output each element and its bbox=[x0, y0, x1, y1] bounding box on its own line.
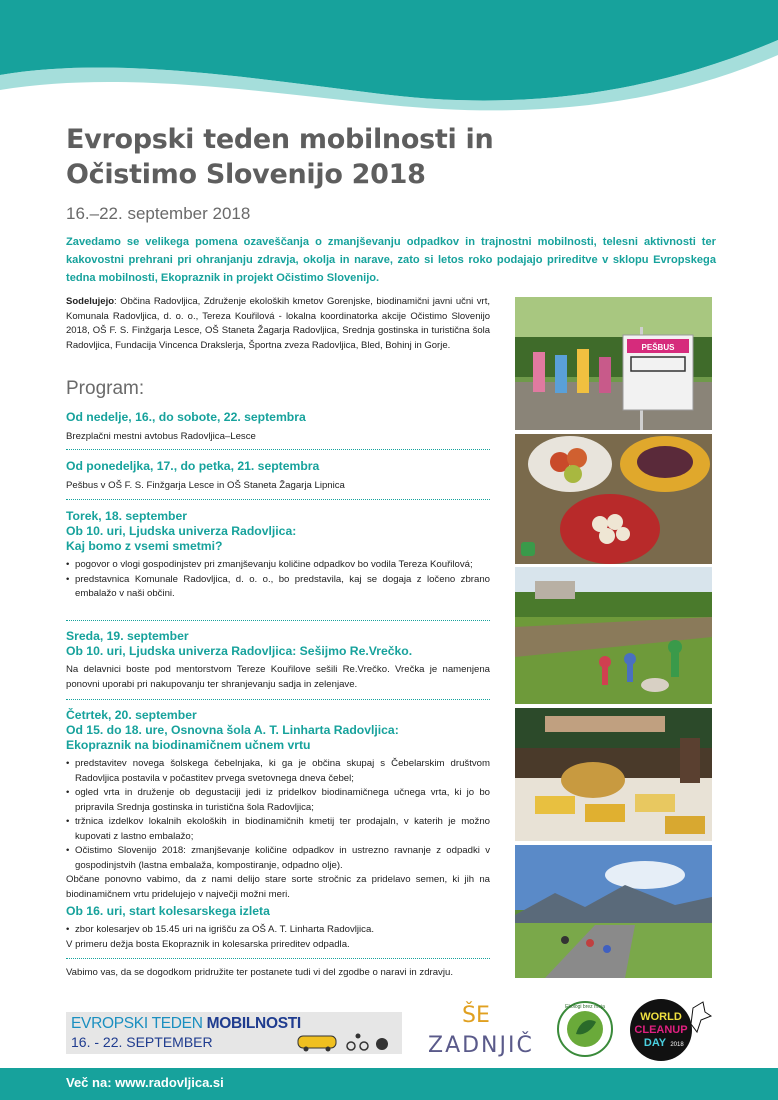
section-topic: Ekopraznik na biodinamičnem učnem vrtu bbox=[66, 738, 311, 752]
participants-text: : Občina Radovljica, Združenje ekoloških kmetov Gorenjske, biodinamični javni učni vrt, Komunala Radovljica, d. o. o., Tereza Kouřilová - lokalna koordinatorka akcije Očistimo Slovenijo 2018, OŠ F. S. Finžgarja Lesce, OŠ Staneta Žagarja Radovljica, Srednja gostinska in turistična šola Radovljica, Fundacija Vincenca Drakslerja, Športna zveza Radovljica, Bled, Bohinj in Gorje. bbox=[66, 296, 490, 351]
section-heading: Od nedelje, 16., do sobote, 22. septembra bbox=[66, 410, 306, 424]
header-wave bbox=[0, 0, 778, 115]
banner-title bbox=[71, 1015, 301, 1033]
closing-text: Vabimo vas, da se dogodkom pridružite ter postanete tudi vi del zgodbe o naravi in zdravju. bbox=[66, 967, 453, 978]
section-day: Torek, 18. september bbox=[66, 509, 188, 523]
list-item: • tržnica izdelkov lokalnih ekoloških in biodinamičnih kmetij ter prodajaln, v katerih je možno kupovati z lastno embalažo; bbox=[66, 815, 490, 844]
banner-dates: 16. - 22. SEPTEMBER bbox=[71, 1034, 213, 1050]
section-text: Na delavnici boste pod mentorstvom Tereze Kouřilove sešili Re.Vrečko. Vrečka je namenjena ponovni uporabi pri nakupovanju ter shranjevanju sadja in zelenjave. bbox=[66, 664, 490, 690]
participants-paragraph bbox=[66, 295, 490, 353]
section-time-place: Ob 10. uri, Ljudska univerza Radovljica: bbox=[66, 524, 297, 538]
event-date: 16.–22. september 2018 bbox=[66, 204, 251, 223]
section-day: Sreda, 19. september bbox=[66, 629, 189, 643]
photo-pesbus bbox=[515, 297, 712, 430]
banner-title-a: EVROPSKI TEDEN bbox=[71, 1015, 207, 1032]
photo-cyclists bbox=[515, 845, 712, 978]
section-divider bbox=[66, 958, 490, 959]
photo-produce-bags bbox=[515, 434, 712, 564]
se-zadnjic-logo bbox=[424, 1000, 544, 1060]
section-text: Občane ponovno vabimo, da z nami delijo stare sorte stročnic za pridelavo semen, ki jih na biodinamičnem vrtu pridelujejo v največji možni meri. bbox=[66, 874, 490, 900]
list-item: • Očistimo Slovenijo 2018: zmanjševanje količine odpadkov in ustrezno ravnanje z odpadki v gospodinjstvih (lastna embalaža, kompostiranje, odpadno olje). bbox=[66, 844, 490, 873]
section-divider bbox=[66, 620, 490, 621]
list-item: • predstavitev novega šolskega čebelnjaka, ki ga je občina skupaj s Čebelarskim društvom Radovljica postavila v počastitev prvega svetovnega dneva čebel; bbox=[66, 757, 490, 786]
pesbus-sign-text: PEŠBUS bbox=[641, 343, 675, 352]
section-bullets bbox=[66, 923, 490, 938]
program-section-1 bbox=[66, 410, 490, 445]
list-item: • pogovor o vlogi gospodinjstev pri zmanjševanju količine odpadkov bo vodila Tereza Kouřilová; bbox=[66, 558, 490, 573]
ekologi-brez-meja-logo bbox=[556, 1000, 614, 1058]
section-bullets bbox=[66, 558, 490, 602]
section-topic: Kaj bomo z vsemi smetmi? bbox=[66, 539, 223, 553]
list-item: • ogled vrta in druženje ob degustaciji jedi iz pridelkov biodinamičnega učnega vrta, ki jo bo pripravila Srednja gostinska in turistična šola Radovljica; bbox=[66, 786, 490, 815]
title-line-2: Očistimo Slovenijo 2018 bbox=[66, 159, 426, 190]
section-divider bbox=[66, 699, 490, 700]
program-section-3 bbox=[66, 509, 490, 602]
world-cleanup-day-logo bbox=[625, 998, 715, 1062]
section-text: Brezplačni mestni avtobus Radovljica–Lesce bbox=[66, 431, 256, 442]
section-divider bbox=[66, 449, 490, 450]
program-section-5 bbox=[66, 708, 490, 902]
transport-icons bbox=[296, 1030, 396, 1052]
photo-garden bbox=[515, 567, 712, 704]
footer-bar bbox=[0, 1068, 778, 1100]
logo-line-3: DAY bbox=[643, 1037, 667, 1049]
banner-title-b: MOBILNOSTI bbox=[206, 1015, 301, 1032]
title-line-1: Evropski teden mobilnosti in bbox=[66, 124, 494, 155]
logo-year: 2018 bbox=[670, 1042, 684, 1048]
logo-text-bottom: ZADNJIČ bbox=[428, 1033, 534, 1058]
photo-food-table bbox=[515, 708, 712, 841]
intro-paragraph: Zavedamo se velikega pomena ozaveščanja o zmanjševanju odpadkov in trajnostni mobilnosti, telesni aktivnosti ter kakovostni prehrani pri ohranjanju zdravja, okolja in narave, zato si letos roko podajajo prireditve v sklopu Evropskega tedna mobilnosti, Ekopraznik in projekt Očistimo Slovenijo. bbox=[66, 236, 716, 284]
section-time-place: Ob 10. uri, Ljudska univerza Radovljica: Sešijmo Re.Vrečko. bbox=[66, 644, 413, 658]
section-text: V primeru dežja bosta Ekopraznik in kolesarska prireditev odpadla. bbox=[66, 938, 350, 950]
section-heading: Od ponedeljka, 17., do petka, 21. septembra bbox=[66, 459, 320, 473]
section-bullets bbox=[66, 757, 490, 873]
logo-line-2: CLEANUP bbox=[634, 1024, 688, 1036]
section-day: Četrtek, 20. september bbox=[66, 708, 197, 722]
program-heading: Program: bbox=[66, 378, 145, 399]
section-text: Pešbus v OŠ F. S. Finžgarja Lesce in OŠ Staneta Žagarja Lipnica bbox=[66, 480, 345, 491]
list-item: • zbor kolesarjev ob 15.45 uri na igrišču za OŠ A. T. Linharta Radovljica. bbox=[66, 923, 490, 938]
page-title bbox=[66, 122, 706, 192]
program-section-2 bbox=[66, 459, 490, 494]
logo-text: Ekologi brez meja bbox=[565, 1004, 605, 1010]
list-item: • predstavnica Komunale Radovljica, d. o. o., bo predstavila, kaj se dogaja z ločeno zbrano embalažo v naši občini. bbox=[66, 573, 490, 602]
footer-link[interactable]: Več na: www.radovljica.si bbox=[66, 1075, 224, 1090]
program-section-6 bbox=[66, 904, 490, 952]
logo-line-1: WORLD bbox=[640, 1011, 682, 1023]
section-time-place: Od 15. do 18. ure, Osnovna šola A. T. Linharta Radovljica: bbox=[66, 723, 399, 737]
section-heading: Ob 16. uri, start kolesarskega izleta bbox=[66, 904, 270, 918]
participants-label: Sodelujejo bbox=[66, 296, 115, 307]
mobility-week-banner bbox=[66, 1012, 402, 1054]
program-section-4 bbox=[66, 629, 490, 692]
logo-text-top: ŠE bbox=[462, 1003, 490, 1028]
section-divider bbox=[66, 499, 490, 500]
